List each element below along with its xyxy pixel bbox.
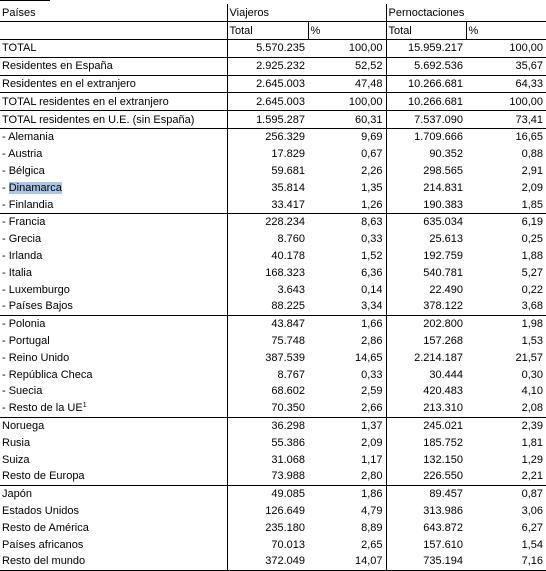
table-row bbox=[0, 383, 546, 400]
nights-pct: 7,16 bbox=[466, 553, 546, 570]
row-label bbox=[0, 434, 227, 451]
row-label-text: - Irlanda bbox=[2, 249, 43, 262]
row-label bbox=[0, 231, 227, 248]
travelers-total: 17.829 bbox=[227, 146, 308, 163]
table-row bbox=[0, 75, 546, 93]
row-label-prefix: - bbox=[2, 181, 9, 194]
nights-total: 10.266.681 bbox=[386, 93, 466, 111]
header-travelers-total: Total bbox=[227, 22, 308, 40]
header-nights-total: Total bbox=[386, 22, 466, 40]
nights-pct: 2,21 bbox=[521, 470, 544, 483]
travelers-pct: 8,89 bbox=[361, 521, 383, 534]
table-row bbox=[0, 264, 546, 281]
travelers-pct: 2,86 bbox=[361, 334, 383, 347]
nights-pct: 35,67 bbox=[466, 57, 546, 75]
table-row bbox=[0, 315, 546, 332]
row-label bbox=[0, 111, 227, 129]
table-row bbox=[0, 417, 546, 434]
nights-total: 132.150 bbox=[386, 451, 466, 468]
travelers-total: 49.085 bbox=[227, 485, 308, 502]
nights-pct: 6,19 bbox=[466, 213, 546, 230]
statistics-table bbox=[0, 4, 546, 571]
row-label bbox=[0, 503, 227, 520]
nights-pct: 100,00 bbox=[466, 93, 546, 111]
travelers-total: 228.234 bbox=[227, 213, 308, 230]
travelers-pct: 4,79 bbox=[361, 504, 383, 517]
row-label-text: - Francia bbox=[2, 216, 46, 229]
table-row bbox=[0, 196, 546, 213]
table-row bbox=[0, 93, 546, 111]
nights-total: 1.709.666 bbox=[386, 128, 466, 145]
nights-total: 89.457 bbox=[386, 485, 466, 502]
row-label-text: - Luxemburgo bbox=[2, 283, 70, 296]
travelers-pct: 0,33 bbox=[361, 368, 383, 381]
table-row bbox=[0, 519, 546, 536]
row-label-text: Residentes en España bbox=[2, 60, 113, 73]
row-label bbox=[0, 281, 227, 298]
nights-pct: 3,06 bbox=[521, 504, 544, 517]
travelers-total: 70.350 bbox=[227, 400, 308, 417]
row-label-text: - Países Bajos bbox=[2, 300, 73, 313]
row-label-text: Resto de América bbox=[2, 521, 89, 534]
travelers-total: 2.645.003 bbox=[227, 93, 308, 111]
row-label-text: - República Checa bbox=[2, 368, 93, 381]
row-label bbox=[0, 519, 227, 536]
nights-pct: 1,85 bbox=[521, 198, 544, 211]
travelers-pct: 100,00 bbox=[308, 93, 386, 111]
travelers-pct: 52,52 bbox=[308, 57, 386, 75]
row-label bbox=[0, 75, 227, 93]
row-label-text: - Reino Unido bbox=[2, 351, 70, 364]
row-label bbox=[0, 57, 227, 75]
row-label-text: - Alemania bbox=[2, 131, 54, 144]
row-label-text: - Bélgica bbox=[2, 164, 45, 177]
nights-pct: 2,91 bbox=[521, 164, 544, 177]
row-label bbox=[0, 298, 227, 315]
header-row-sub bbox=[0, 22, 546, 40]
travelers-pct: 60,31 bbox=[308, 111, 386, 129]
row-label-text: Japón bbox=[2, 488, 32, 501]
table-row bbox=[0, 503, 546, 520]
travelers-pct: 1,66 bbox=[308, 315, 386, 332]
table-row bbox=[0, 40, 546, 58]
row-label bbox=[0, 196, 227, 213]
nights-total: 30.444 bbox=[386, 366, 466, 383]
nights-pct: 4,10 bbox=[521, 385, 544, 398]
row-label-text: - Resto de la UE bbox=[2, 402, 83, 415]
table-row bbox=[0, 163, 546, 180]
travelers-pct: 1,26 bbox=[361, 198, 383, 211]
travelers-pct: 6,36 bbox=[361, 266, 383, 279]
nights-total: 313.986 bbox=[386, 503, 466, 520]
travelers-pct: 2,26 bbox=[361, 164, 383, 177]
travelers-pct: 2,09 bbox=[361, 436, 383, 449]
table-row bbox=[0, 400, 546, 417]
row-label-text: Países africanos bbox=[2, 538, 84, 551]
travelers-pct: 8,63 bbox=[308, 213, 386, 230]
row-label bbox=[0, 400, 227, 417]
header-row-groups bbox=[0, 4, 546, 22]
row-label-text: Residentes en el extranjero bbox=[2, 77, 136, 90]
table-row bbox=[0, 57, 546, 75]
travelers-total: 59.681 bbox=[227, 163, 308, 180]
table-row bbox=[0, 213, 546, 230]
travelers-total: 31.068 bbox=[227, 451, 308, 468]
travelers-total: 3.643 bbox=[227, 281, 308, 298]
row-label bbox=[0, 553, 227, 570]
row-label-text: Resto de Europa bbox=[2, 470, 85, 483]
nights-pct: 1,53 bbox=[521, 334, 544, 347]
nights-total: 90.352 bbox=[386, 146, 466, 163]
nights-pct: 21,57 bbox=[515, 351, 544, 364]
table-row bbox=[0, 281, 546, 298]
nights-pct: 100,00 bbox=[466, 40, 546, 58]
row-label bbox=[0, 40, 227, 58]
nights-total: 378.122 bbox=[386, 298, 466, 315]
row-label bbox=[0, 468, 227, 485]
row-label bbox=[0, 146, 227, 163]
table-row bbox=[0, 333, 546, 350]
table-row bbox=[0, 128, 546, 145]
travelers-pct: 2,66 bbox=[361, 402, 383, 415]
travelers-pct: 0,67 bbox=[361, 148, 383, 161]
nights-total: 5.692.536 bbox=[386, 57, 466, 75]
travelers-total: 40.178 bbox=[227, 248, 308, 265]
nights-total: 157.610 bbox=[386, 536, 466, 553]
travelers-total: 75.748 bbox=[227, 333, 308, 350]
row-label bbox=[0, 349, 227, 366]
travelers-pct: 3,34 bbox=[361, 300, 383, 313]
row-label-text: - Suecia bbox=[2, 385, 43, 398]
header-travelers-pct: % bbox=[308, 22, 386, 40]
row-label bbox=[0, 128, 227, 145]
row-label bbox=[0, 248, 227, 265]
travelers-total: 387.539 bbox=[227, 349, 308, 366]
travelers-pct: 9,69 bbox=[308, 128, 386, 145]
travelers-total: 5.570.235 bbox=[227, 40, 308, 58]
travelers-pct: 1,86 bbox=[308, 485, 386, 502]
nights-pct: 64,33 bbox=[466, 75, 546, 93]
header-country: Países bbox=[0, 4, 227, 22]
travelers-pct: 2,80 bbox=[361, 470, 383, 483]
nights-total: 185.752 bbox=[386, 434, 466, 451]
travelers-total: 73.988 bbox=[227, 468, 308, 485]
nights-pct: 0,87 bbox=[466, 485, 546, 502]
row-label bbox=[0, 93, 227, 111]
table-row bbox=[0, 349, 546, 366]
nights-pct: 1,98 bbox=[466, 315, 546, 332]
travelers-pct: 47,48 bbox=[308, 75, 386, 93]
footnote-marker: 1 bbox=[82, 402, 87, 410]
travelers-total: 235.180 bbox=[227, 519, 308, 536]
row-label-text: Resto del mundo bbox=[2, 555, 86, 568]
header-nights: Pernoctaciones bbox=[386, 4, 546, 22]
travelers-total: 126.649 bbox=[227, 503, 308, 520]
travelers-total: 372.049 bbox=[227, 553, 308, 570]
table-row bbox=[0, 485, 546, 502]
nights-pct: 1,88 bbox=[521, 249, 544, 262]
row-label bbox=[0, 366, 227, 383]
row-label-text: - Italia bbox=[2, 266, 32, 279]
nights-total: 25.613 bbox=[386, 231, 466, 248]
nights-pct: 0,88 bbox=[521, 148, 544, 161]
nights-pct: 73,41 bbox=[466, 111, 546, 129]
nights-total: 22.490 bbox=[386, 281, 466, 298]
row-label-text: Suiza bbox=[2, 453, 30, 466]
nights-total: 635.034 bbox=[386, 213, 466, 230]
row-label-text: TOTAL bbox=[2, 42, 37, 55]
travelers-total: 8.767 bbox=[227, 366, 308, 383]
travelers-pct: 2,65 bbox=[361, 538, 383, 551]
row-label bbox=[0, 383, 227, 400]
travelers-pct: 1,17 bbox=[361, 453, 383, 466]
travelers-total: 8.760 bbox=[227, 231, 308, 248]
nights-total: 2.214.187 bbox=[386, 349, 466, 366]
travelers-total: 168.323 bbox=[227, 264, 308, 281]
nights-total: 420.483 bbox=[386, 383, 466, 400]
table-row bbox=[0, 434, 546, 451]
table-row bbox=[0, 298, 546, 315]
nights-pct: 0,22 bbox=[521, 283, 544, 296]
travelers-pct: 0,33 bbox=[361, 233, 383, 246]
nights-total: 192.759 bbox=[386, 248, 466, 265]
nights-total: 10.266.681 bbox=[386, 75, 466, 93]
row-label-text: - Portugal bbox=[2, 334, 50, 347]
travelers-total: 256.329 bbox=[227, 128, 308, 145]
nights-total: 226.550 bbox=[386, 468, 466, 485]
row-label bbox=[0, 451, 227, 468]
row-label bbox=[0, 213, 227, 230]
row-label-text: - Polonia bbox=[2, 318, 46, 331]
nights-pct: 0,25 bbox=[521, 233, 544, 246]
table-row bbox=[0, 366, 546, 383]
travelers-total: 70.013 bbox=[227, 536, 308, 553]
nights-pct: 2,39 bbox=[466, 417, 546, 434]
table-row bbox=[0, 248, 546, 265]
travelers-total: 55.386 bbox=[227, 434, 308, 451]
nights-pct: 3,68 bbox=[521, 300, 544, 313]
nights-total: 15.959.217 bbox=[386, 40, 466, 58]
nights-total: 540.781 bbox=[386, 264, 466, 281]
nights-pct: 1,54 bbox=[521, 538, 544, 551]
nights-pct: 16,65 bbox=[466, 128, 546, 145]
table-body bbox=[0, 4, 546, 570]
travelers-total: 88.225 bbox=[227, 298, 308, 315]
nights-pct: 2,09 bbox=[521, 181, 544, 194]
travelers-pct: 1,37 bbox=[308, 417, 386, 434]
row-label bbox=[0, 179, 227, 196]
travelers-total: 68.602 bbox=[227, 383, 308, 400]
travelers-total: 36.298 bbox=[227, 417, 308, 434]
nights-pct: 6,27 bbox=[521, 521, 544, 534]
travelers-pct: 1,52 bbox=[361, 249, 383, 262]
nights-total: 213.310 bbox=[386, 400, 466, 417]
header-empty bbox=[0, 22, 227, 40]
nights-total: 735.194 bbox=[386, 553, 466, 570]
nights-total: 202.800 bbox=[386, 315, 466, 332]
row-label bbox=[0, 163, 227, 180]
nights-total: 643.872 bbox=[386, 519, 466, 536]
row-label-text: - Grecia bbox=[2, 233, 42, 246]
nights-pct: 0,30 bbox=[521, 368, 544, 381]
row-label bbox=[0, 485, 227, 502]
travelers-total: 35.814 bbox=[227, 179, 308, 196]
nights-pct: 1,81 bbox=[521, 436, 544, 449]
table-row bbox=[0, 111, 546, 129]
travelers-pct: 1,35 bbox=[361, 181, 383, 194]
row-label-text: Rusia bbox=[2, 436, 31, 449]
travelers-total: 2.925.232 bbox=[227, 57, 308, 75]
row-label-text: Estados Unidos bbox=[2, 504, 80, 517]
travelers-pct: 14,07 bbox=[308, 553, 386, 570]
row-label-text: - Austria bbox=[2, 148, 43, 161]
nights-pct: 5,27 bbox=[521, 266, 544, 279]
top-rule bbox=[0, 0, 50, 3]
travelers-total: 43.847 bbox=[227, 315, 308, 332]
travelers-total: 1.595.287 bbox=[227, 111, 308, 129]
travelers-total: 33.417 bbox=[227, 196, 308, 213]
travelers-pct: 100,00 bbox=[308, 40, 386, 58]
travelers-pct: 14,65 bbox=[354, 351, 383, 364]
nights-total: 7.537.090 bbox=[386, 111, 466, 129]
nights-pct: 1,29 bbox=[521, 453, 544, 466]
row-label bbox=[0, 315, 227, 332]
row-label bbox=[0, 417, 227, 434]
row-label-text: Noruega bbox=[2, 419, 45, 432]
travelers-total: 2.645.003 bbox=[227, 75, 308, 93]
travelers-pct: 0,14 bbox=[361, 283, 383, 296]
nights-total: 157.268 bbox=[386, 333, 466, 350]
nights-total: 190.383 bbox=[386, 196, 466, 213]
table-row bbox=[0, 231, 546, 248]
row-label bbox=[0, 333, 227, 350]
nights-total: 245.021 bbox=[386, 417, 466, 434]
table-row bbox=[0, 553, 546, 570]
nights-total: 214.831 bbox=[386, 179, 466, 196]
row-label bbox=[0, 264, 227, 281]
nights-pct: 2,08 bbox=[521, 402, 544, 415]
row-label bbox=[0, 536, 227, 553]
table-row bbox=[0, 536, 546, 553]
table-row bbox=[0, 468, 546, 485]
header-nights-pct: % bbox=[466, 22, 546, 40]
travelers-pct: 2,59 bbox=[361, 385, 383, 398]
highlighted-text[interactable]: Dinamarca bbox=[8, 181, 62, 194]
row-label-text: TOTAL residentes en el extranjero bbox=[2, 95, 169, 108]
table-row bbox=[0, 451, 546, 468]
row-label-text: TOTAL residentes en U.E. (sin España) bbox=[2, 113, 195, 126]
table-row bbox=[0, 146, 546, 163]
header-travelers: Viajeros bbox=[227, 4, 386, 22]
table-row bbox=[0, 179, 546, 196]
nights-total: 298.565 bbox=[386, 163, 466, 180]
row-label-text: - Finlandia bbox=[2, 198, 54, 211]
